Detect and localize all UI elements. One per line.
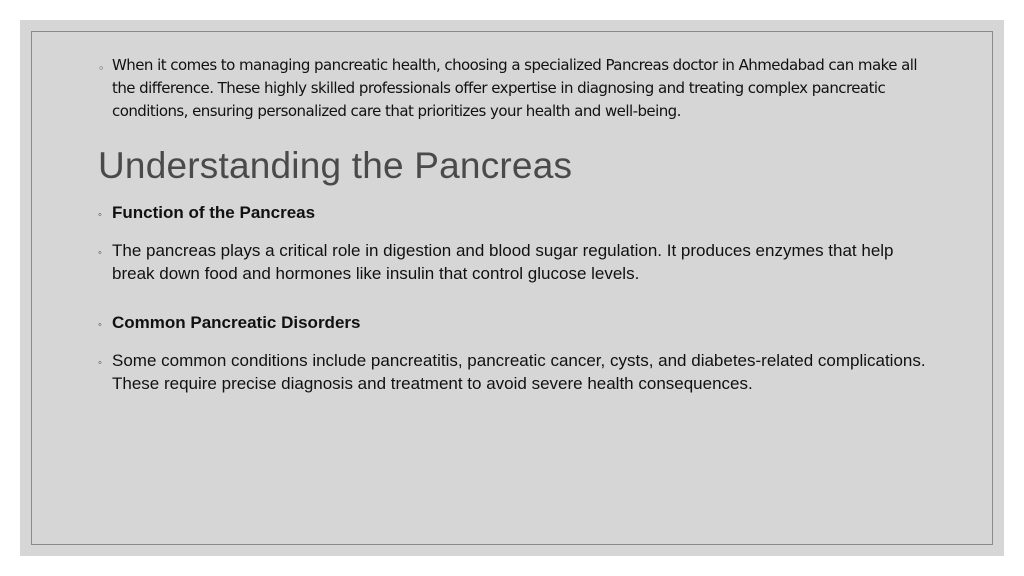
bullet-marker: ◦ [98,62,104,75]
section-heading: Understanding the Pancreas [98,145,573,186]
bullet-text: Common Pancreatic Disorders [112,313,361,332]
bullet-marker: ◦ [98,357,102,369]
bullet-function-body [98,239,928,285]
slide [20,20,1004,556]
bullet-text: Some common conditions include pancreatitis, pancreatic cancer, cysts, and diabetes-related complications. These require precise diagnosis and treatment to avoid severe health consequences. [112,351,926,393]
bullet-marker: ◦ [98,209,102,221]
bullet-text: Function of the Pancreas [112,203,316,222]
bullet-function-heading [98,201,928,224]
bullet-disorders-heading [98,311,928,334]
bullet-disorders-body [98,349,928,395]
intro-text: When it comes to managing pancreatic health, choosing a specialized Pancreas doctor in Ahmedabad can make all the difference. These highly skilled professionals offer expertise in diagnosing and treating complex pancreatic conditions, ensuring personalized care that prioritizes your health and well-being. [112,56,917,120]
bullet-marker: ◦ [98,319,102,331]
intro-bullet [98,54,928,123]
bullet-marker: ◦ [98,247,102,259]
bullet-text: The pancreas plays a critical role in digestion and blood sugar regulation. It produces enzymes that help break down food and hormones like insulin that control glucose levels. [112,241,894,283]
